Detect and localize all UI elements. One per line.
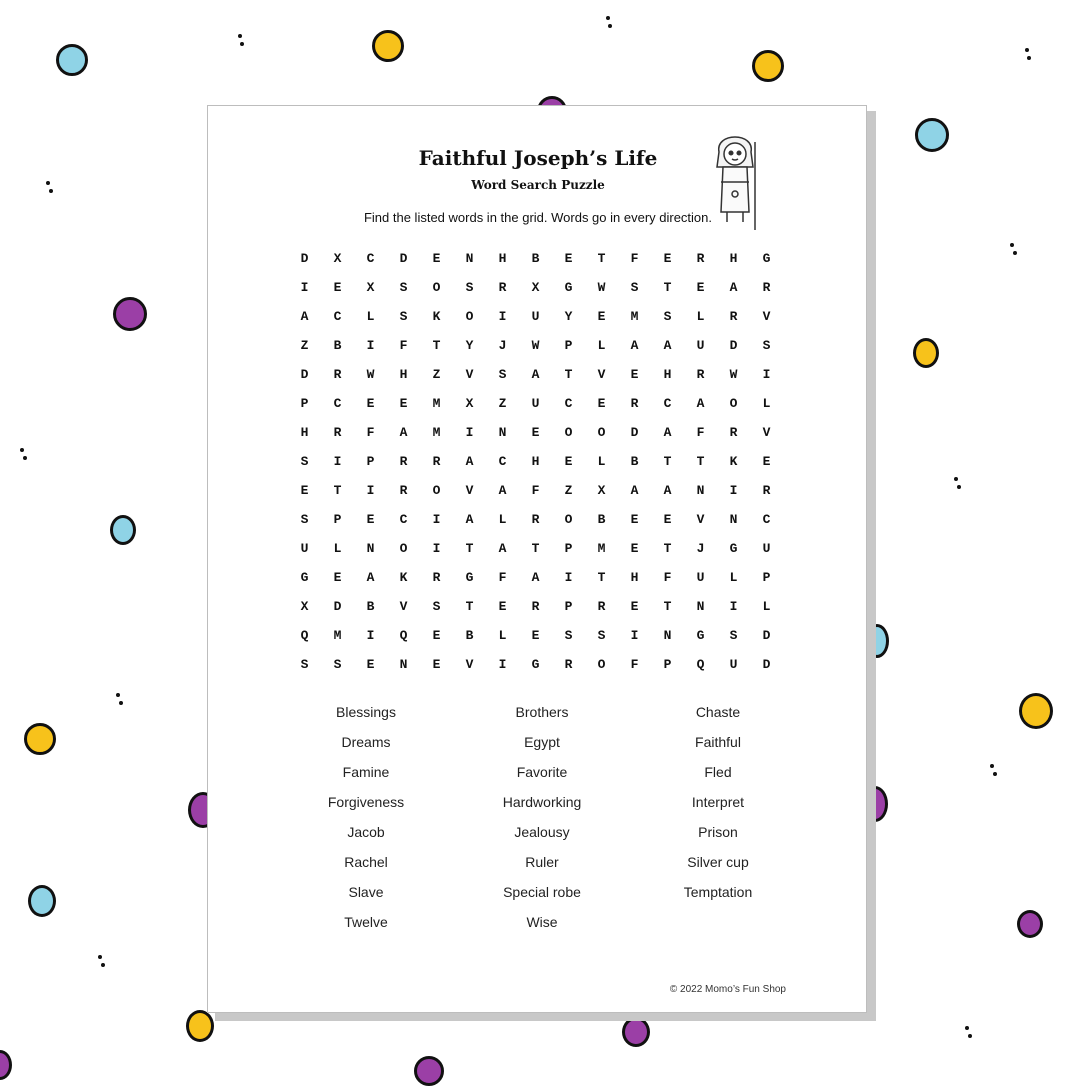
grid-letter: L: [498, 628, 507, 643]
grid-letter: R: [729, 309, 738, 324]
grid-letter: O: [432, 483, 441, 498]
speck: [119, 701, 123, 705]
grid-letter: Q: [399, 628, 408, 643]
grid-letter: F: [399, 338, 408, 353]
speck: [965, 1026, 969, 1030]
grid-letter: F: [498, 570, 507, 585]
word-list-item: Forgiveness: [327, 794, 405, 810]
grid-letter: E: [432, 251, 441, 266]
grid-letter: R: [696, 251, 705, 266]
grid-letter: O: [729, 396, 738, 411]
grid-letter: P: [663, 657, 672, 672]
word-list-item: Famine: [342, 764, 390, 780]
grid-letter: A: [366, 570, 375, 585]
grid-letter: M: [432, 425, 441, 440]
grid-letter: N: [465, 251, 474, 266]
grid-letter: P: [366, 454, 375, 469]
grid-letter: K: [432, 309, 441, 324]
speck: [1013, 251, 1017, 255]
grid-letter: L: [762, 396, 771, 411]
grid-letter: E: [663, 251, 672, 266]
grid-letter: T: [663, 454, 672, 469]
grid-letter: A: [498, 541, 507, 556]
speck: [23, 456, 27, 460]
grid-letter: S: [498, 367, 507, 382]
grid-letter: D: [762, 628, 771, 643]
grid-letter: E: [630, 599, 639, 614]
blue-dot: [56, 44, 88, 76]
grid-letter: O: [597, 657, 606, 672]
grid-letter: S: [399, 280, 408, 295]
word-list-item: Special robe: [503, 884, 581, 900]
grid-letter: I: [300, 280, 309, 295]
speck: [990, 764, 994, 768]
speck: [98, 955, 102, 959]
grid-letter: D: [630, 425, 639, 440]
grid-letter: G: [564, 280, 573, 295]
speck: [20, 448, 24, 452]
grid-letter: A: [399, 425, 408, 440]
grid-letter: G: [300, 570, 309, 585]
grid-letter: N: [366, 541, 375, 556]
purple-dot: [113, 297, 147, 331]
grid-letter: H: [630, 570, 639, 585]
grid-letter: V: [696, 512, 705, 527]
grid-letter: D: [399, 251, 408, 266]
grid-letter: Q: [696, 657, 705, 672]
grid-letter: F: [630, 251, 639, 266]
grid-letter: S: [630, 280, 639, 295]
grid-letter: T: [465, 599, 474, 614]
grid-letter: R: [432, 570, 441, 585]
grid-letter: I: [366, 338, 375, 353]
instructions-text: Find the listed words in the grid. Words go in every direction.: [363, 210, 713, 225]
grid-letter: C: [498, 454, 507, 469]
yellow-dot: [372, 30, 404, 62]
grid-letter: A: [465, 454, 474, 469]
grid-letter: H: [531, 454, 540, 469]
grid-letter: D: [300, 367, 309, 382]
grid-letter: E: [762, 454, 771, 469]
purple-dot: [622, 1017, 650, 1047]
grid-letter: D: [762, 657, 771, 672]
grid-letter: T: [597, 251, 606, 266]
grid-letter: L: [333, 541, 342, 556]
grid-letter: Y: [465, 338, 474, 353]
blue-dot: [110, 515, 136, 545]
grid-letter: I: [432, 541, 441, 556]
grid-letter: T: [465, 541, 474, 556]
grid-letter: E: [531, 425, 540, 440]
word-list-item: Prison: [698, 824, 738, 840]
grid-letter: G: [762, 251, 771, 266]
grid-letter: S: [663, 309, 672, 324]
grid-letter: D: [333, 599, 342, 614]
grid-letter: E: [333, 280, 342, 295]
grid-letter: P: [300, 396, 309, 411]
grid-letter: C: [762, 512, 771, 527]
grid-letter: M: [597, 541, 606, 556]
grid-letter: V: [597, 367, 606, 382]
speck: [993, 772, 997, 776]
grid-letter: R: [762, 280, 771, 295]
grid-letter: V: [762, 425, 771, 440]
grid-letter: E: [300, 483, 309, 498]
grid-letter: B: [465, 628, 474, 643]
grid-letter: L: [498, 512, 507, 527]
word-list-item: Twelve: [344, 914, 388, 930]
blue-dot: [915, 118, 949, 152]
grid-letter: G: [696, 628, 705, 643]
grid-letter: F: [663, 570, 672, 585]
grid-letter: V: [465, 483, 474, 498]
speck: [608, 24, 612, 28]
grid-letter: O: [465, 309, 474, 324]
grid-letter: N: [498, 425, 507, 440]
speck: [954, 477, 958, 481]
word-list-item: Blessings: [336, 704, 396, 720]
word-list-item: Favorite: [516, 764, 568, 780]
grid-letter: U: [300, 541, 309, 556]
grid-letter: N: [663, 628, 672, 643]
yellow-dot: [752, 50, 784, 82]
grid-letter: S: [465, 280, 474, 295]
grid-letter: W: [597, 280, 606, 295]
grid-letter: A: [663, 338, 672, 353]
word-list-item: Slave: [348, 884, 384, 900]
grid-letter: X: [465, 396, 474, 411]
grid-letter: A: [729, 280, 738, 295]
grid-letter: S: [564, 628, 573, 643]
grid-letter: G: [465, 570, 474, 585]
grid-letter: Z: [300, 338, 309, 353]
grid-letter: H: [399, 367, 408, 382]
grid-letter: T: [663, 280, 672, 295]
word-list-item: Interpret: [691, 794, 745, 810]
grid-letter: E: [432, 628, 441, 643]
grid-letter: Q: [300, 628, 309, 643]
purple-dot: [414, 1056, 444, 1086]
grid-letter: R: [762, 483, 771, 498]
grid-letter: D: [300, 251, 309, 266]
grid-letter: I: [762, 367, 771, 382]
grid-letter: A: [696, 396, 705, 411]
worksheet-subtitle: Word Search Puzzle: [471, 178, 605, 192]
grid-letter: E: [696, 280, 705, 295]
grid-letter: L: [696, 309, 705, 324]
grid-letter: L: [597, 454, 606, 469]
grid-letter: J: [498, 338, 507, 353]
grid-letter: E: [399, 396, 408, 411]
grid-letter: O: [564, 425, 573, 440]
speck: [1010, 243, 1014, 247]
grid-letter: Z: [564, 483, 573, 498]
grid-letter: A: [300, 309, 309, 324]
grid-letter: R: [333, 367, 342, 382]
grid-letter: U: [729, 657, 738, 672]
grid-letter: I: [729, 483, 738, 498]
word-list-item: Brothers: [515, 704, 569, 720]
grid-letter: E: [564, 251, 573, 266]
grid-letter: S: [399, 309, 408, 324]
grid-letter: S: [729, 628, 738, 643]
grid-letter: A: [630, 338, 639, 353]
grid-letter: C: [399, 512, 408, 527]
grid-letter: H: [498, 251, 507, 266]
grid-letter: W: [531, 338, 540, 353]
grid-letter: H: [300, 425, 309, 440]
grid-letter: D: [729, 338, 738, 353]
grid-letter: R: [729, 425, 738, 440]
grid-letter: E: [432, 657, 441, 672]
grid-letter: X: [366, 280, 375, 295]
grid-letter: W: [366, 367, 375, 382]
word-list-item: Fled: [704, 764, 732, 780]
worksheet-title: Faithful Joseph’s Life: [418, 146, 658, 170]
word-list-item: Faithful: [695, 734, 741, 750]
word-list-item: Ruler: [525, 854, 559, 870]
grid-letter: O: [597, 425, 606, 440]
grid-letter: T: [597, 570, 606, 585]
grid-letter: R: [696, 367, 705, 382]
speck: [116, 693, 120, 697]
yellow-dot: [913, 338, 939, 368]
grid-letter: I: [630, 628, 639, 643]
grid-letter: T: [531, 541, 540, 556]
grid-letter: E: [630, 541, 639, 556]
yellow-dot: [1019, 693, 1053, 729]
grid-letter: X: [597, 483, 606, 498]
grid-letter: G: [531, 657, 540, 672]
grid-letter: E: [564, 454, 573, 469]
speck: [1027, 56, 1031, 60]
grid-letter: X: [300, 599, 309, 614]
word-list-item: Rachel: [344, 854, 388, 870]
grid-letter: T: [432, 338, 441, 353]
speck: [46, 181, 50, 185]
grid-letter: R: [564, 657, 573, 672]
grid-letter: N: [729, 512, 738, 527]
grid-letter: O: [432, 280, 441, 295]
grid-letter: M: [333, 628, 342, 643]
grid-letter: W: [729, 367, 738, 382]
speck: [957, 485, 961, 489]
grid-letter: S: [300, 454, 309, 469]
grid-letter: C: [564, 396, 573, 411]
worksheet-page: [207, 105, 867, 1013]
grid-letter: A: [663, 425, 672, 440]
grid-letter: U: [762, 541, 771, 556]
word-list-item: Egypt: [524, 734, 560, 750]
grid-letter: C: [366, 251, 375, 266]
speck: [238, 34, 242, 38]
grid-letter: P: [333, 512, 342, 527]
speck: [968, 1034, 972, 1038]
word-list: [278, 701, 798, 941]
grid-letter: A: [531, 570, 540, 585]
grid-letter: I: [366, 483, 375, 498]
grid-letter: S: [432, 599, 441, 614]
grid-letter: T: [564, 367, 573, 382]
grid-letter: J: [696, 541, 705, 556]
grid-letter: E: [597, 309, 606, 324]
grid-letter: T: [333, 483, 342, 498]
word-list-item: Wise: [526, 914, 558, 930]
grid-letter: Y: [564, 309, 573, 324]
grid-letter: C: [333, 309, 342, 324]
grid-letter: I: [498, 309, 507, 324]
grid-letter: V: [465, 657, 474, 672]
grid-letter: E: [630, 512, 639, 527]
grid-letter: C: [663, 396, 672, 411]
grid-letter: C: [333, 396, 342, 411]
grid-letter: R: [399, 483, 408, 498]
purple-dot: [1017, 910, 1043, 938]
grid-letter: G: [729, 541, 738, 556]
grid-letter: P: [564, 599, 573, 614]
blue-dot: [28, 885, 56, 917]
grid-letter: V: [399, 599, 408, 614]
grid-letter: E: [630, 367, 639, 382]
yellow-dot: [24, 723, 56, 755]
copyright-footer: © 2022 Momo’s Fun Shop: [669, 984, 786, 995]
grid-letter: E: [498, 599, 507, 614]
grid-letter: P: [564, 541, 573, 556]
grid-letter: S: [300, 512, 309, 527]
grid-letter: E: [366, 512, 375, 527]
grid-letter: F: [531, 483, 540, 498]
grid-letter: E: [531, 628, 540, 643]
grid-letter: M: [432, 396, 441, 411]
letter-grid: [288, 244, 783, 679]
grid-letter: I: [498, 657, 507, 672]
grid-letter: B: [531, 251, 540, 266]
word-list-item: Jealousy: [514, 824, 570, 840]
speck: [49, 189, 53, 193]
grid-letter: A: [465, 512, 474, 527]
grid-letter: E: [366, 657, 375, 672]
grid-letter: R: [399, 454, 408, 469]
grid-letter: E: [663, 512, 672, 527]
grid-letter: O: [399, 541, 408, 556]
grid-letter: I: [333, 454, 342, 469]
grid-letter: I: [366, 628, 375, 643]
grid-letter: E: [366, 396, 375, 411]
grid-letter: T: [696, 454, 705, 469]
grid-letter: O: [564, 512, 573, 527]
grid-letter: A: [630, 483, 639, 498]
grid-letter: L: [729, 570, 738, 585]
grid-letter: S: [762, 338, 771, 353]
purple-dot: [0, 1050, 12, 1080]
grid-letter: R: [432, 454, 441, 469]
grid-letter: E: [597, 396, 606, 411]
word-list-item: Dreams: [341, 734, 391, 750]
grid-letter: I: [729, 599, 738, 614]
grid-letter: T: [663, 541, 672, 556]
grid-letter: M: [630, 309, 639, 324]
grid-letter: U: [696, 338, 705, 353]
speck: [606, 16, 610, 20]
grid-letter: N: [696, 599, 705, 614]
grid-letter: A: [663, 483, 672, 498]
grid-letter: X: [531, 280, 540, 295]
grid-letter: I: [432, 512, 441, 527]
grid-letter: S: [300, 657, 309, 672]
grid-letter: Z: [432, 367, 441, 382]
grid-letter: R: [531, 512, 540, 527]
grid-letter: X: [333, 251, 342, 266]
grid-letter: V: [465, 367, 474, 382]
grid-letter: H: [729, 251, 738, 266]
word-list-item: Temptation: [683, 884, 753, 900]
grid-letter: E: [333, 570, 342, 585]
grid-letter: F: [696, 425, 705, 440]
grid-letter: P: [762, 570, 771, 585]
grid-letter: R: [333, 425, 342, 440]
grid-letter: I: [564, 570, 573, 585]
grid-letter: R: [597, 599, 606, 614]
grid-letter: P: [564, 338, 573, 353]
grid-letter: F: [366, 425, 375, 440]
grid-letter: I: [465, 425, 474, 440]
grid-letter: U: [696, 570, 705, 585]
grid-letter: K: [399, 570, 408, 585]
yellow-dot: [186, 1010, 214, 1042]
speck: [101, 963, 105, 967]
grid-letter: S: [597, 628, 606, 643]
word-list-item: Silver cup: [687, 854, 749, 870]
grid-letter: N: [696, 483, 705, 498]
grid-letter: B: [630, 454, 639, 469]
grid-letter: R: [531, 599, 540, 614]
speck: [240, 42, 244, 46]
grid-letter: U: [531, 309, 540, 324]
grid-letter: N: [399, 657, 408, 672]
grid-letter: R: [498, 280, 507, 295]
grid-letter: S: [333, 657, 342, 672]
grid-letter: T: [663, 599, 672, 614]
grid-letter: V: [762, 309, 771, 324]
grid-letter: A: [531, 367, 540, 382]
grid-letter: L: [762, 599, 771, 614]
word-list-item: Jacob: [347, 824, 385, 840]
grid-letter: H: [663, 367, 672, 382]
grid-letter: B: [597, 512, 606, 527]
grid-letter: F: [630, 657, 639, 672]
grid-letter: L: [597, 338, 606, 353]
grid-letter: R: [630, 396, 639, 411]
grid-letter: B: [366, 599, 375, 614]
grid-letter: U: [531, 396, 540, 411]
grid-letter: B: [333, 338, 342, 353]
speck: [1025, 48, 1029, 52]
grid-letter: K: [729, 454, 738, 469]
word-list-item: Hardworking: [502, 794, 582, 810]
grid-letter: L: [366, 309, 375, 324]
grid-letter: A: [498, 483, 507, 498]
word-list-item: Chaste: [695, 704, 741, 720]
grid-letter: Z: [498, 396, 507, 411]
